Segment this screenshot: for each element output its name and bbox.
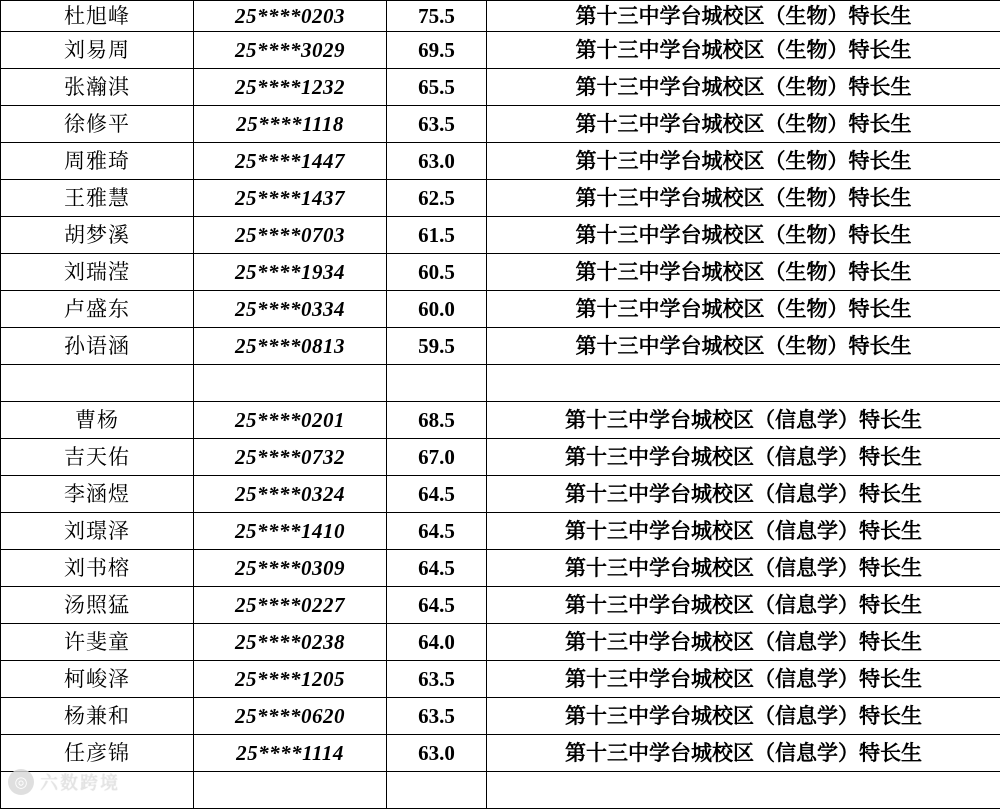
cell-score: 75.5 — [387, 1, 487, 32]
cell-id — [194, 365, 387, 402]
cell-note: 第十三中学台城校区（信息学）特长生 — [487, 550, 1000, 587]
cell-note: 第十三中学台城校区（信息学）特长生 — [487, 513, 1000, 550]
cell-id: 25****1232 — [194, 69, 387, 106]
cell-note: 第十三中学台城校区（生物）特长生 — [487, 1, 1000, 32]
table-row — [1, 180, 1000, 217]
cell-id: 25****1118 — [194, 106, 387, 143]
cell-note: 第十三中学台城校区（信息学）特长生 — [487, 624, 1000, 661]
cell-id: 25****0703 — [194, 217, 387, 254]
cell-name: 刘易周 — [1, 32, 194, 69]
table-body — [1, 1, 1000, 809]
cell-note: 第十三中学台城校区（生物）特长生 — [487, 143, 1000, 180]
cell-note: 第十三中学台城校区（信息学）特长生 — [487, 661, 1000, 698]
cell-note: 第十三中学台城校区（生物）特长生 — [487, 328, 1000, 365]
cell-note — [487, 365, 1000, 402]
cell-score: 64.5 — [387, 513, 487, 550]
cell-score: 62.5 — [387, 180, 487, 217]
cell-name: 李涵煜 — [1, 476, 194, 513]
cell-name: 曹杨 — [1, 402, 194, 439]
cell-score: 64.5 — [387, 476, 487, 513]
table-row — [1, 143, 1000, 180]
cell-score: 64.5 — [387, 550, 487, 587]
cell-score: 64.5 — [387, 587, 487, 624]
cell-id: 25****0620 — [194, 698, 387, 735]
cell-note: 第十三中学台城校区（生物）特长生 — [487, 180, 1000, 217]
cell-note: 第十三中学台城校区（信息学）特长生 — [487, 735, 1000, 772]
cell-id: 25****1934 — [194, 254, 387, 291]
cell-note: 第十三中学台城校区（信息学）特长生 — [487, 587, 1000, 624]
table-row — [1, 69, 1000, 106]
cell-score: 63.0 — [387, 735, 487, 772]
cell-score: 59.5 — [387, 328, 487, 365]
cell-score: 64.0 — [387, 624, 487, 661]
table-row — [1, 439, 1000, 476]
cell-name — [1, 365, 194, 402]
cell-note: 第十三中学台城校区（生物）特长生 — [487, 69, 1000, 106]
table-row — [1, 1, 1000, 32]
cell-note: 第十三中学台城校区（生物）特长生 — [487, 106, 1000, 143]
table-row — [1, 476, 1000, 513]
cell-id: 25****3029 — [194, 32, 387, 69]
cell-id: 25****1410 — [194, 513, 387, 550]
cell-name: 刘书榕 — [1, 550, 194, 587]
cell-score: 69.5 — [387, 32, 487, 69]
cell-score: 67.0 — [387, 439, 487, 476]
table-row — [1, 735, 1000, 772]
cell-name: 刘璟泽 — [1, 513, 194, 550]
cell-id: 25****0227 — [194, 587, 387, 624]
cell-note: 第十三中学台城校区（生物）特长生 — [487, 32, 1000, 69]
cell-name: 徐修平 — [1, 106, 194, 143]
cell-score: 63.5 — [387, 698, 487, 735]
watermark-label: 六数跨境 — [40, 769, 120, 795]
cell-score: 63.5 — [387, 106, 487, 143]
cell-id: 25****0201 — [194, 402, 387, 439]
cell-note: 第十三中学台城校区（生物）特长生 — [487, 254, 1000, 291]
cell-score: 63.5 — [387, 661, 487, 698]
cell-score: 68.5 — [387, 402, 487, 439]
table-row — [1, 587, 1000, 624]
table-row — [1, 106, 1000, 143]
cell-name: 胡梦溪 — [1, 217, 194, 254]
cell-name: 吉天佑 — [1, 439, 194, 476]
camera-icon: ◎ — [8, 769, 34, 795]
cell-id: 25****0334 — [194, 291, 387, 328]
table-row — [1, 624, 1000, 661]
cell-name: 张瀚淇 — [1, 69, 194, 106]
cell-note: 第十三中学台城校区（信息学）特长生 — [487, 698, 1000, 735]
cell-score: 61.5 — [387, 217, 487, 254]
cell-note: 第十三中学台城校区（信息学）特长生 — [487, 402, 1000, 439]
cell-score — [387, 365, 487, 402]
table-row — [1, 513, 1000, 550]
cell-name: 许斐童 — [1, 624, 194, 661]
cell-id: 25****0324 — [194, 476, 387, 513]
cell-id: 25****1447 — [194, 143, 387, 180]
table-row — [1, 254, 1000, 291]
table-row — [1, 661, 1000, 698]
cell-note: 第十三中学台城校区（生物）特长生 — [487, 217, 1000, 254]
table-row — [1, 550, 1000, 587]
cell-id: 25****1114 — [194, 735, 387, 772]
cell-name: 王雅慧 — [1, 180, 194, 217]
cell-id: 25****1437 — [194, 180, 387, 217]
table-row-spacer — [1, 365, 1000, 402]
cell-score: 65.5 — [387, 69, 487, 106]
table-row — [1, 32, 1000, 69]
cell-id: 25****0238 — [194, 624, 387, 661]
table-row — [1, 328, 1000, 365]
cell-id: 25****0203 — [194, 1, 387, 32]
cell-name: 杨兼和 — [1, 698, 194, 735]
cell-name: 任彦锦 — [1, 735, 194, 772]
cell-name: 汤照猛 — [1, 587, 194, 624]
cell-score: 60.0 — [387, 291, 487, 328]
cell-score: 60.5 — [387, 254, 487, 291]
cell-id: 25****0813 — [194, 328, 387, 365]
cell-id: 25****0732 — [194, 439, 387, 476]
cell-name: 卢盛东 — [1, 291, 194, 328]
cell-score: 63.0 — [387, 143, 487, 180]
table-row — [1, 698, 1000, 735]
table-row — [1, 402, 1000, 439]
table-row — [1, 291, 1000, 328]
table-row — [1, 217, 1000, 254]
cell-id: 25****0309 — [194, 550, 387, 587]
cell-note: 第十三中学台城校区（信息学）特长生 — [487, 476, 1000, 513]
cell-note: 第十三中学台城校区（生物）特长生 — [487, 291, 1000, 328]
cell-id: 25****1205 — [194, 661, 387, 698]
cell-name: 周雅琦 — [1, 143, 194, 180]
cell-name: 杜旭峰 — [1, 1, 194, 32]
cell-name: 柯峻泽 — [1, 661, 194, 698]
cell-name: 孙语涵 — [1, 328, 194, 365]
cell-note: 第十三中学台城校区（信息学）特长生 — [487, 439, 1000, 476]
cell-name: 刘瑞滢 — [1, 254, 194, 291]
